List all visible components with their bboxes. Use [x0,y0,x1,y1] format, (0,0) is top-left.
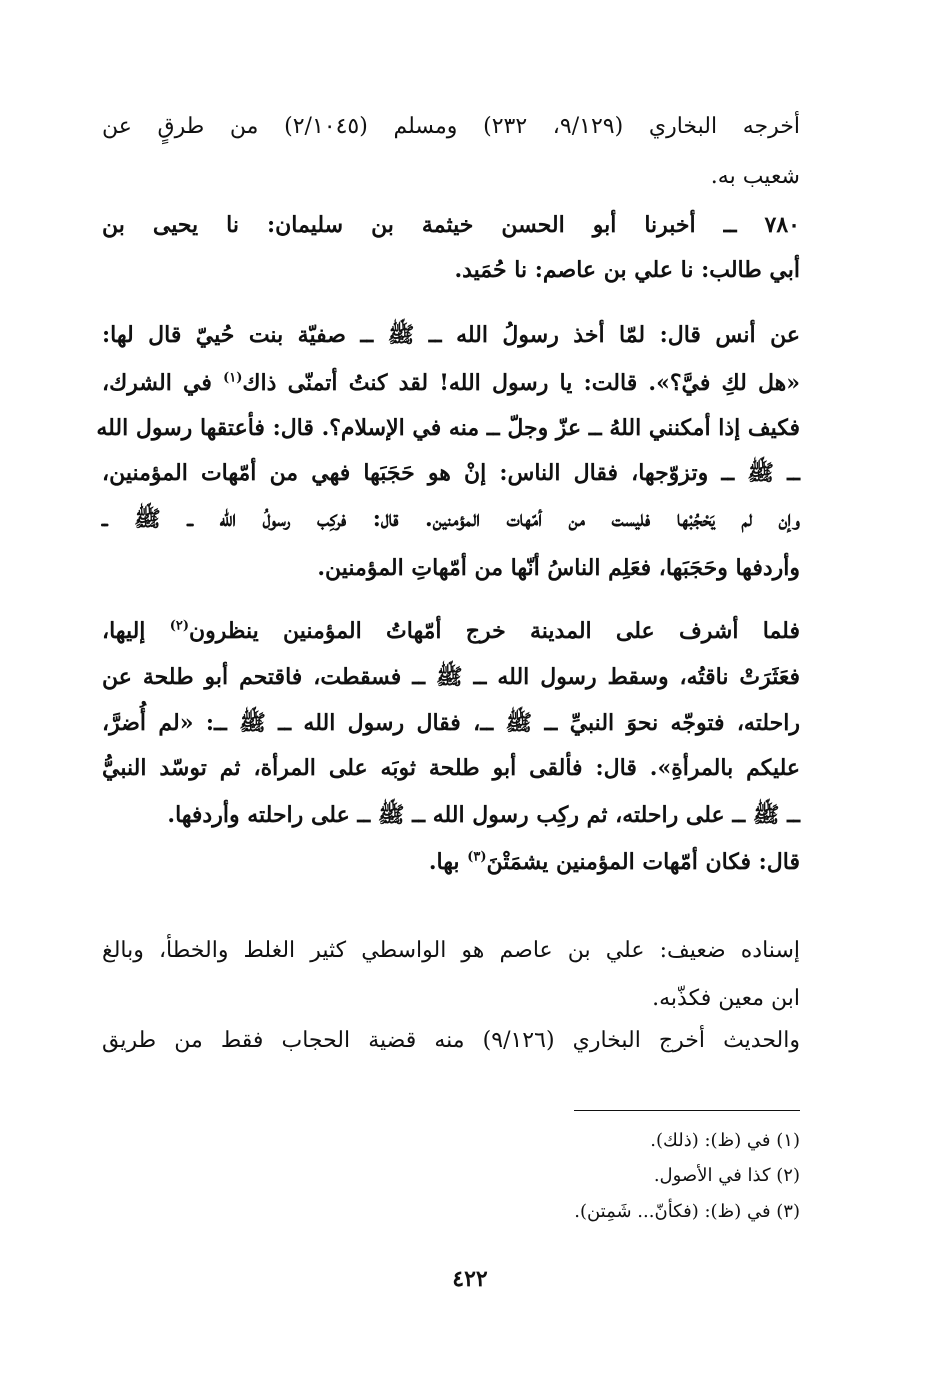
footnote-ref: (٢) [169,618,189,634]
text-line: وأردفها وحَجَبَها، فعَلِم الناسُ أنّها من أمّهاتِ المؤمنين. [317,555,800,581]
text-line: راحلته، فتوجّه نحوَ النبيِّ ــ ﷺ ــ، فقال رسول الله ــ ﷺ ــ: «لم أُضرَّ، [102,710,800,736]
text-span: إليها، [102,618,146,644]
text-line: أخرجه البخاري (٩/١٢٩، ٢٣٢) ومسلم (٢/١٠٤٥) من طرقٍ عن [102,114,800,139]
text-line [102,616,800,646]
text-line: فكيف إذا أمكنني اللهُ ــ عزّ وجلّ ــ منه في الإسلام؟. قال: فأعتقها رسول الله [96,415,800,441]
text-line [102,368,800,398]
text-line: ــ ﷺ ــ على راحلته، ثم ركِب رسول الله ــ ﷺ ــ على راحلته وأردفها. [167,802,800,828]
text-span: «هل لكِ فيَّ؟». قالت: يا رسول الله! لقد كنتُ أتمنّى ذاك [242,370,800,396]
text-span: بها. [428,849,460,875]
text-line: فعَثَرَتْ ناقتُه، وسقط رسول الله ــ ﷺ ــ فسقطت، فاقتحم أبو طلحة عن [102,664,800,690]
text-span: فلما أشرف على المدينة خرج أمّهاتُ المؤمنين ينظرون [189,618,800,644]
text-line: ــ ﷺ ــ وتزوّجها، فقال الناس: إنْ هو حَجَبَها فهي من أمّهات المؤمنين، [102,460,800,486]
text-line: وإن لم يَحْجُبْها فليست من أمّهات المؤمنين. قال: فركِب رسولُ الله ــ ﷺ ــ [102,506,800,532]
footnote-ref: (٣) [467,849,487,865]
footnote: (١) في (ظ): (ذلك). [650,1130,800,1151]
footnote-ref: (١) [223,370,243,386]
hadith-number-line: ٧٨٠ ــ أخبرنا أبو الحسن خيثمة بن سليمان: نا يحيى بن [102,212,800,238]
text-line: أبي طالب: نا علي بن عاصم: نا حُمَيد. [454,257,800,283]
text-line: ابن معين فكذّبه. [652,986,800,1011]
footnote: (٣) في (ظ): (فكأنّ... شَمِتن). [574,1201,800,1222]
text-line: شعيب به. [710,164,800,189]
text-span: قال: فكان أمّهات المؤمنين يشمَتْنَ [486,849,800,875]
text-line: والحديث أخرج البخاري (٩/١٢٦) منه قضية الحجاب فقط من طريق [102,1028,800,1053]
footnote: (٢) كذا في الأصول. [653,1165,800,1186]
footnote-divider [574,1110,800,1111]
text-line: إسناده ضعيف: علي بن عاصم هو الواسطي كثير الغلط والخطأ، وبالغ [102,938,800,963]
page-number: ٤٢٢ [452,1266,488,1292]
text-line: عليكم بالمرأةِ». قال: فألقى أبو طلحة ثوبَه على المرأة، ثم توسّد النبيُّ [102,755,800,781]
text-line: عن أنس قال: لمّا أخذ رسولُ الله ــ ﷺ ــ صفيّة بنت حُييّ قال لها: [102,322,800,348]
text-span: في الشرك، [102,370,212,396]
text-line [102,847,800,877]
